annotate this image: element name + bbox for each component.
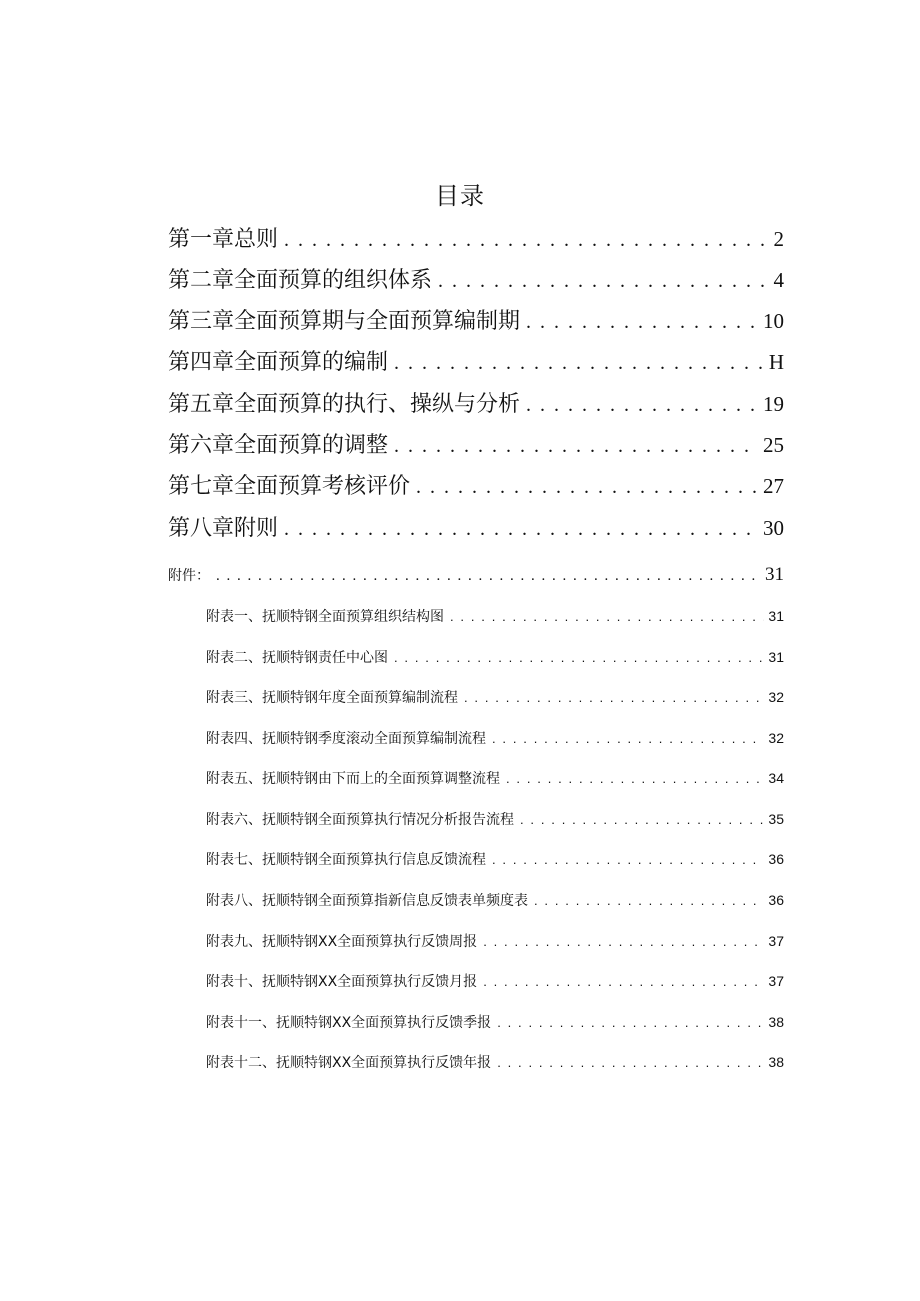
toc-leader-dots <box>526 307 759 337</box>
toc-entry-label: 第三章全面预算期与全面预算编制期 <box>168 309 521 334</box>
toc-entry-label: 附表十二、抚顺特钢XX全面预算执行反馈年报 <box>206 1055 492 1071</box>
toc-entry-page: 35 <box>768 811 784 827</box>
toc-entry-page: 38 <box>768 1054 784 1070</box>
toc-entry-chapter-6[interactable] <box>168 430 784 461</box>
toc-entry-page: 32 <box>768 689 784 705</box>
toc-entry-table-6[interactable] <box>206 808 784 831</box>
toc-entry-label: 第二章全面预算的组织体系 <box>168 268 433 293</box>
toc-entry-label: 附表十一、抚顺特钢XX全面预算执行反馈季报 <box>206 1015 492 1031</box>
toc-entry-table-9[interactable] <box>206 930 784 953</box>
toc-entry-page: 31 <box>768 608 784 624</box>
toc-leader-dots <box>520 809 764 831</box>
toc-leader-dots <box>394 647 764 669</box>
toc-entry-label: 第一章总则 <box>168 227 279 252</box>
toc-leader-dots <box>483 971 764 993</box>
toc-leader-dots <box>394 348 765 378</box>
toc-entry-table-5[interactable] <box>206 767 784 790</box>
toc-entry-page: 10 <box>763 309 784 333</box>
toc-entry-label: 附件： <box>168 568 210 584</box>
toc-entry-page: 34 <box>768 770 784 786</box>
toc-entry-label: 附表四、抚顺特钢季度滚动全面预算编制流程 <box>206 731 486 747</box>
toc-entry-page: 36 <box>768 892 784 908</box>
toc-leader-dots <box>526 390 759 420</box>
toc-entry-label: 第五章全面预算的执行、操纵与分析 <box>168 392 521 417</box>
toc-leader-dots <box>394 431 759 461</box>
toc-entry-chapter-8[interactable] <box>168 513 784 544</box>
toc-entry-table-1[interactable] <box>206 605 784 628</box>
toc-entry-page: 4 <box>773 268 784 292</box>
toc-entry-page: 31 <box>765 564 784 585</box>
toc-entry-label: 附表五、抚顺特钢由下而上的全面预算调整流程 <box>206 771 500 787</box>
toc-entry-chapter-7[interactable] <box>168 471 784 502</box>
toc-leader-dots <box>216 564 761 588</box>
toc-entry-label: 第四章全面预算的编制 <box>168 350 389 375</box>
toc-leader-dots <box>450 606 764 628</box>
toc-entry-label: 第六章全面预算的调整 <box>168 433 389 458</box>
toc-entry-table-3[interactable] <box>206 686 784 709</box>
toc-entry-chapter-3[interactable] <box>168 306 784 337</box>
toc-entry-table-7[interactable] <box>206 848 784 871</box>
toc-leader-dots <box>492 728 764 750</box>
toc-leader-dots <box>438 266 769 296</box>
toc-entry-page: 25 <box>763 433 784 457</box>
toc-entry-chapter-4[interactable] <box>168 347 784 378</box>
toc-entry-label: 附表七、抚顺特钢全面预算执行信息反馈流程 <box>206 852 486 868</box>
toc-entry-chapter-5[interactable] <box>168 389 784 420</box>
toc-title: 目录 <box>435 182 485 210</box>
toc-entry-page: H <box>768 350 784 374</box>
toc-entry-label: 附表三、抚顺特钢年度全面预算编制流程 <box>206 690 458 706</box>
toc-entry-attachment[interactable] <box>168 563 784 588</box>
toc-entry-page: 27 <box>763 474 784 498</box>
toc-entry-table-12[interactable] <box>206 1051 784 1074</box>
toc-entry-label: 第八章附则 <box>168 516 279 541</box>
toc-leader-dots <box>497 1012 764 1034</box>
toc-entry-label: 第七章全面预算考核评价 <box>168 474 411 499</box>
toc-entry-table-10[interactable] <box>206 970 784 993</box>
toc-entry-label: 附表九、抚顺特钢XX全面预算执行反馈周报 <box>206 934 478 950</box>
toc-entry-page: 37 <box>768 933 784 949</box>
toc-entry-label: 附表十、抚顺特钢XX全面预算执行反馈月报 <box>206 974 478 990</box>
toc-leader-dots <box>284 225 769 255</box>
toc-entry-label: 附表八、抚顺特钢全面预算指新信息反馈表单频度表 <box>206 893 528 909</box>
toc-leader-dots <box>506 768 764 790</box>
toc-entry-page: 38 <box>768 1014 784 1030</box>
toc-entry-label: 附表二、抚顺特钢责任中心图 <box>206 650 388 666</box>
toc-entry-page: 2 <box>773 227 784 251</box>
toc-leader-dots <box>284 514 759 544</box>
toc-entry-table-2[interactable] <box>206 646 784 669</box>
toc-entry-label: 附表六、抚顺特钢全面预算执行情况分析报告流程 <box>206 812 514 828</box>
toc-entry-table-4[interactable] <box>206 727 784 750</box>
toc-entry-page: 32 <box>768 730 784 746</box>
toc-entry-page: 31 <box>768 649 784 665</box>
toc-entry-label: 附表一、抚顺特钢全面预算组织结构图 <box>206 609 444 625</box>
toc-leader-dots <box>534 890 764 912</box>
toc-leader-dots <box>416 472 759 502</box>
toc-entry-page: 36 <box>768 851 784 867</box>
toc-entry-chapter-2[interactable] <box>168 265 784 296</box>
toc-entry-page: 19 <box>763 392 784 416</box>
toc-entry-page: 30 <box>763 516 784 540</box>
toc-leader-dots <box>483 931 764 953</box>
toc-entry-chapter-1[interactable] <box>168 224 784 255</box>
toc-leader-dots <box>492 849 764 871</box>
toc-entry-page: 37 <box>768 973 784 989</box>
toc-entry-table-8[interactable] <box>206 889 784 912</box>
toc-leader-dots <box>464 687 764 709</box>
toc-leader-dots <box>497 1052 764 1074</box>
toc-entry-table-11[interactable] <box>206 1011 784 1034</box>
